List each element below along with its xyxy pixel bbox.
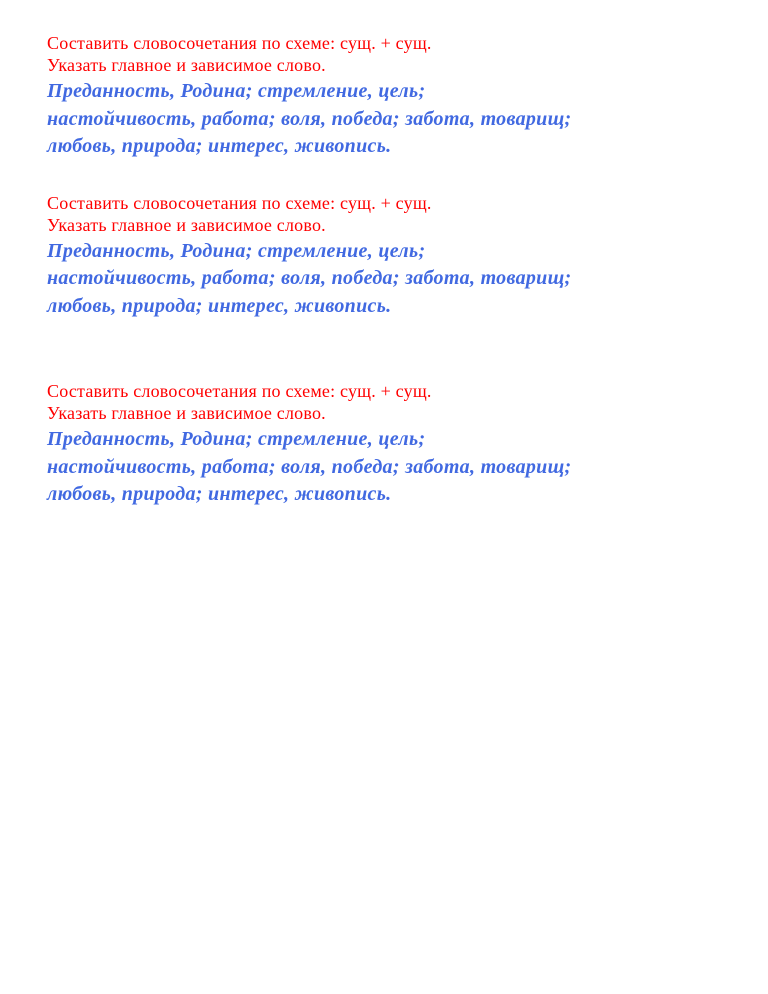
task-prompt-line-1: Составить словосочетания по схеме: сущ. + сущ. — [47, 192, 432, 213]
task-word-list — [47, 78, 730, 161]
task-prompt-line-2: Указать главное и зависимое слово. — [47, 55, 326, 75]
task-block-2 — [47, 192, 730, 321]
task-block-3 — [47, 380, 730, 509]
word-pairs-line: Преданность, Родина; стремление, цель; — [47, 239, 426, 262]
word-pairs-line: настойчивость, работа; воля, победа; забота, товарищ; — [47, 267, 572, 289]
word-pairs-line: Преданность, Родина; стремление, цель; — [47, 80, 426, 102]
task-prompt-line-2: Указать главное и зависимое слово. — [47, 403, 326, 423]
word-pairs-line: любовь, природа; интерес, живопись. — [47, 294, 392, 317]
word-pairs-line: любовь, природа; интерес, живопись. — [47, 135, 392, 157]
task-prompt-line-1: Составить словосочетания по схеме: сущ. + сущ. — [47, 33, 432, 53]
word-pairs-line: настойчивость, работа; воля, победа; забота, товарищ; — [47, 455, 572, 478]
task-prompt-line-1: Составить словосочетания по схеме: сущ. + сущ. — [47, 381, 432, 401]
task-prompt-line-2: Указать главное и зависимое слово. — [47, 214, 326, 235]
word-pairs-line: Преданность, Родина; стремление, цель; — [47, 428, 426, 450]
word-pairs-line: любовь, природа; интерес, живопись. — [47, 483, 392, 505]
task-word-list — [47, 426, 730, 509]
task-block-1 — [47, 32, 730, 161]
task-word-list — [47, 238, 730, 321]
word-pairs-line: настойчивость, работа; воля, победа; забота, товарищ; — [47, 107, 572, 130]
